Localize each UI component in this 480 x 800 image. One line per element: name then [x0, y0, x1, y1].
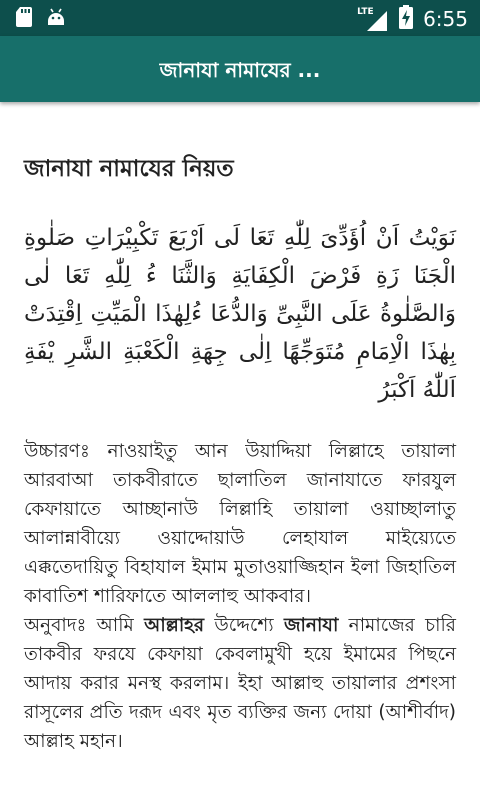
- clock: 6:55: [423, 7, 468, 31]
- translation-mid: উদ্দেশ্যে: [204, 615, 284, 636]
- section-heading: জানাযা নামাযের নিয়ত: [24, 156, 234, 182]
- translation-prefix: অনুবাদঃ আমি: [24, 615, 145, 636]
- translation-bold-allah: আল্লাহর: [144, 615, 205, 636]
- translation-rest: নামাজের চারি তাকবীর ফরযে কেফায়া কেবলামুখী হয়ে ইমামের পিছনে আদায় করার মনস্থ করলাম। ইহা আল্লাহু তায়ালার প্রশংসা রাসূলের প্রতি দরূদ এবং মৃত ব্যক্তির জন্য দোয়া (আশীর্বাদ) আল্লাহ মহান।: [24, 615, 456, 752]
- status-bar: [0, 0, 480, 36]
- translation-text: [24, 611, 456, 756]
- lte-signal-icon: [357, 7, 389, 31]
- app-bar: [0, 36, 480, 102]
- arabic-dua-text: نَوَيْتُ اَنْ اُؤَدِّىَ لِلّٰهِ تَعَا لَى اَرْبَعَ تَكْبِيْرَاتِ صَلٰوةِ الْجَنَا زَةِ فَرْضَ الْكِفَايَةِ وَالثَّنَا ءُ لِلّٰهِ تَعَا لٰى وَالصَّلٰوةُ عَلَى النَّبِىِّ وَالدُّعَا ءُلِهٰذَا الْمَيِّتِ اِقْتِدَتْ بِهٰذَا الْاِمَامِ مُتَوَجِّهًا اِلٰى جِهَةِ الْكَعْبَةِ الشَّرِ يْفَةِ اَللّٰهُ اَكْبَرُ: [24, 225, 456, 403]
- sd-card-icon: [16, 7, 32, 31]
- status-bar-system: [357, 5, 468, 33]
- android-icon: [46, 7, 66, 31]
- translation-bold-janaza: জানাযা: [283, 615, 339, 636]
- status-bar-notifications: [16, 7, 66, 31]
- battery-charging-icon: [399, 5, 413, 33]
- pronunciation-text: উচ্চারণঃ নাওয়াইতু আন উয়াদ্দিয়া লিল্লাহে তায়ালা আরবাআ তাকবীরাতে ছালাতিল জানাযাতে ফারযুল কেফায়াতে আচ্ছানাউ লিল্লাহি তায়ালা ওয়াচ্ছালাতু আলান্নাবীয়্যে ওয়াদ্দোয়াউ লেহাযাল মাইয়্যেতে এক্কতেদায়িতু বিহাযাল ইমাম মুতাওয়াজ্জিহান ইলা জিহাতিল কাবাতিশ শারিফাতে আললাহু আকবার।: [24, 441, 456, 607]
- lte-label: LTE: [357, 7, 374, 17]
- page-title: জানাযা নামাযের ...: [159, 58, 321, 82]
- content-area[interactable]: [24, 150, 456, 756]
